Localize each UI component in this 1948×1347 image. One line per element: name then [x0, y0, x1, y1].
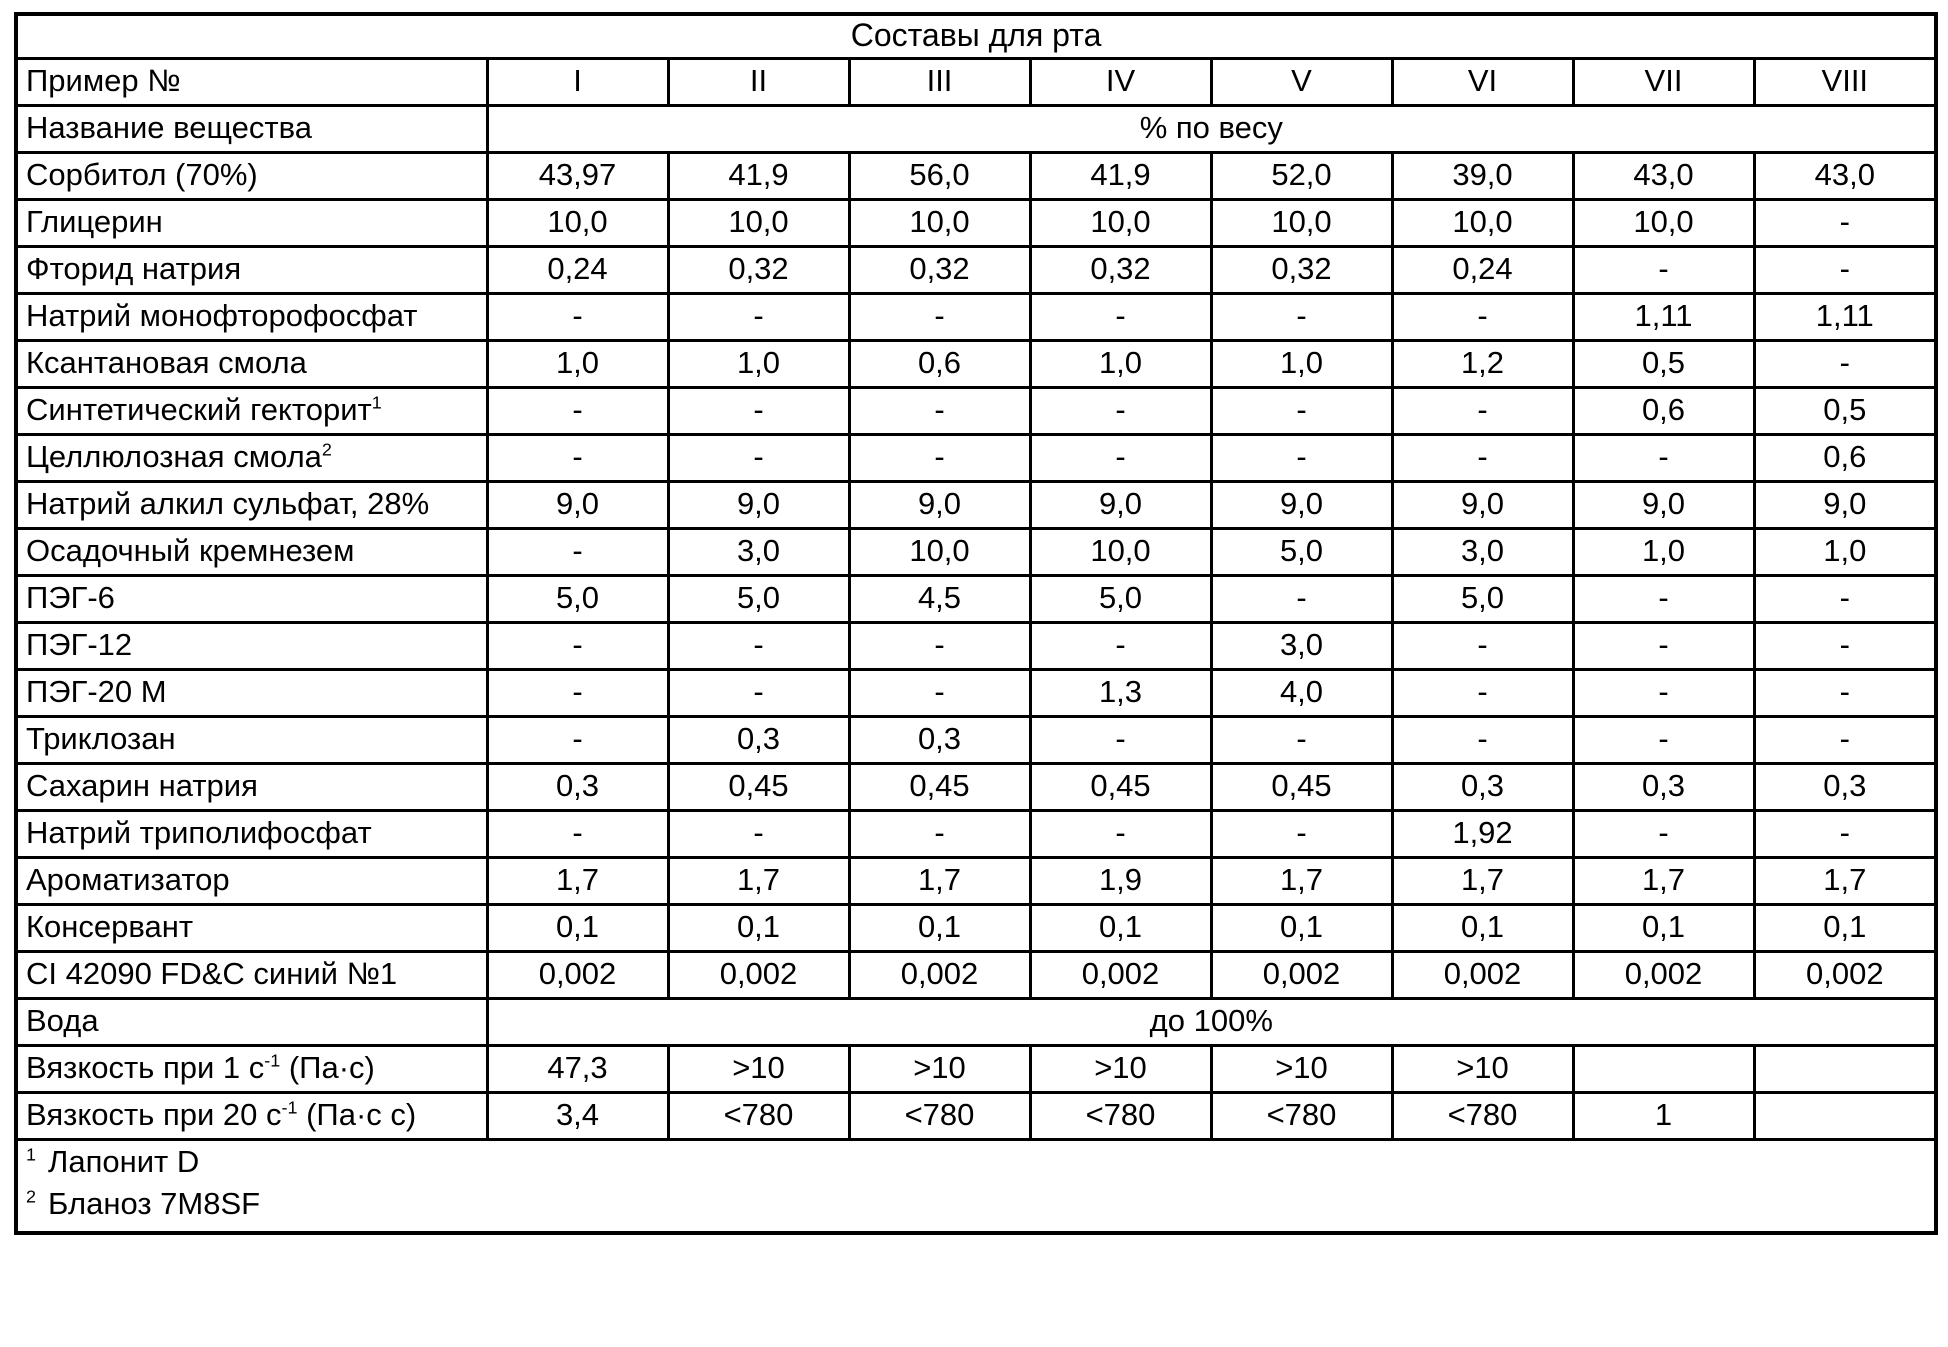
row-label: Фторид натрия — [16, 246, 487, 293]
table-row — [16, 387, 1936, 434]
cell-value — [1754, 1092, 1936, 1139]
cell-value: - — [1754, 622, 1936, 669]
cell-value: 1,7 — [487, 857, 668, 904]
footnote-reference: 2 — [321, 439, 332, 460]
cell-value: 5,0 — [1392, 575, 1573, 622]
ingredient-rows — [16, 152, 1936, 998]
cell-value: - — [668, 669, 849, 716]
cell-value: 9,0 — [668, 481, 849, 528]
cell-value: 9,0 — [487, 481, 668, 528]
cell-value: 10,0 — [849, 528, 1030, 575]
cell-value: 10,0 — [1573, 199, 1754, 246]
viscosity-rows — [16, 1045, 1936, 1139]
table-row — [16, 575, 1936, 622]
cell-value: 0,1 — [487, 904, 668, 951]
table-row — [16, 763, 1936, 810]
row-label: Консервант — [16, 904, 487, 951]
cell-value: - — [849, 810, 1030, 857]
cell-value: - — [1030, 434, 1211, 481]
cell-value: 0,1 — [668, 904, 849, 951]
cell-value: 5,0 — [1211, 528, 1392, 575]
table-title-row — [16, 14, 1936, 58]
footnote-row — [16, 1139, 1936, 1233]
footnote-1-marker: 1 — [26, 1144, 36, 1165]
cell-value: 47,3 — [487, 1045, 668, 1092]
footnote-2-text: Бланоз 7M8SF — [48, 1186, 261, 1222]
cell-value: - — [1754, 716, 1936, 763]
cell-value: 10,0 — [1211, 199, 1392, 246]
cell-value: - — [1754, 669, 1936, 716]
cell-value: 0,1 — [1754, 904, 1936, 951]
cell-value: - — [1211, 293, 1392, 340]
cell-value: - — [668, 387, 849, 434]
row-label: Ароматизатор — [16, 857, 487, 904]
cell-value: 1,7 — [1754, 857, 1936, 904]
cell-value: - — [668, 622, 849, 669]
cell-value: 0,3 — [1573, 763, 1754, 810]
cell-value: 0,002 — [849, 951, 1030, 998]
cell-value: - — [1211, 810, 1392, 857]
cell-value: 0,45 — [668, 763, 849, 810]
cell-value: - — [1211, 716, 1392, 763]
cell-value: 0,3 — [849, 716, 1030, 763]
table-row — [16, 857, 1936, 904]
row-label: Осадочный кремнезем — [16, 528, 487, 575]
table-row — [16, 810, 1936, 857]
table-row — [16, 669, 1936, 716]
cell-value: 0,45 — [1211, 763, 1392, 810]
substance-header-label: Название вещества — [16, 105, 487, 152]
row-label: Сахарин натрия — [16, 763, 487, 810]
row-label: Ксантановая смола — [16, 340, 487, 387]
example-column-header: V — [1211, 58, 1392, 105]
cell-value: - — [1573, 810, 1754, 857]
cell-value: 9,0 — [1573, 481, 1754, 528]
row-label: Натрий триполифосфат — [16, 810, 487, 857]
cell-value: 39,0 — [1392, 152, 1573, 199]
cell-value: - — [487, 387, 668, 434]
cell-value: >10 — [1392, 1045, 1573, 1092]
cell-value: >10 — [1211, 1045, 1392, 1092]
table-row — [16, 293, 1936, 340]
cell-value: 41,9 — [1030, 152, 1211, 199]
cell-value: 0,6 — [1754, 434, 1936, 481]
footnote-2 — [26, 1187, 1926, 1222]
cell-value: 56,0 — [849, 152, 1030, 199]
table-row — [16, 622, 1936, 669]
cell-value: 10,0 — [487, 199, 668, 246]
cell-value: >10 — [668, 1045, 849, 1092]
cell-value: 0,1 — [849, 904, 1030, 951]
cell-value: 1,9 — [1030, 857, 1211, 904]
cell-value: 0,002 — [1211, 951, 1392, 998]
table-row — [16, 481, 1936, 528]
cell-value: - — [849, 622, 1030, 669]
cell-value: 0,002 — [1573, 951, 1754, 998]
cell-value: 1,0 — [1573, 528, 1754, 575]
cell-value: - — [849, 387, 1030, 434]
cell-value: 0,45 — [849, 763, 1030, 810]
row-label: ПЭГ-20 М — [16, 669, 487, 716]
table-row — [16, 246, 1936, 293]
cell-value: 1,7 — [1211, 857, 1392, 904]
cell-value — [1754, 1045, 1936, 1092]
cell-value: 0,1 — [1211, 904, 1392, 951]
cell-value: 3,0 — [1211, 622, 1392, 669]
table-title: Составы для рта — [16, 14, 1936, 58]
cell-value: - — [1754, 199, 1936, 246]
cell-value: 1,2 — [1392, 340, 1573, 387]
cell-value: - — [849, 293, 1030, 340]
cell-value: 0,32 — [668, 246, 849, 293]
cell-value: - — [1392, 716, 1573, 763]
cell-value: - — [1754, 810, 1936, 857]
cell-value: 0,002 — [1030, 951, 1211, 998]
cell-value: 1,7 — [668, 857, 849, 904]
cell-value: 52,0 — [1211, 152, 1392, 199]
cell-value: - — [1392, 387, 1573, 434]
water-row — [16, 998, 1936, 1045]
cell-value: 9,0 — [1030, 481, 1211, 528]
example-column-header: II — [668, 58, 849, 105]
cell-value: 0,3 — [487, 763, 668, 810]
cell-value: 10,0 — [1030, 199, 1211, 246]
cell-value: - — [1573, 716, 1754, 763]
cell-value: 0,32 — [1030, 246, 1211, 293]
cell-value: 0,32 — [849, 246, 1030, 293]
cell-value: 0,1 — [1573, 904, 1754, 951]
table-head-section — [16, 14, 1936, 152]
cell-value: <780 — [1211, 1092, 1392, 1139]
cell-value: 1,0 — [1754, 528, 1936, 575]
table-row — [16, 951, 1936, 998]
cell-value: 0,002 — [668, 951, 849, 998]
cell-value: 5,0 — [487, 575, 668, 622]
cell-value: - — [1392, 293, 1573, 340]
cell-value: 9,0 — [1754, 481, 1936, 528]
cell-value: 0,5 — [1754, 387, 1936, 434]
cell-value: 9,0 — [1392, 481, 1573, 528]
table-row — [16, 152, 1936, 199]
cell-value: 43,0 — [1573, 152, 1754, 199]
row-label: Сорбитол (70%) — [16, 152, 487, 199]
cell-value: <780 — [849, 1092, 1030, 1139]
row-label: Натрий алкил сульфат, 28% — [16, 481, 487, 528]
viscosity-row — [16, 1045, 1936, 1092]
cell-value: - — [668, 293, 849, 340]
table-row — [16, 340, 1936, 387]
cell-value: 10,0 — [1392, 199, 1573, 246]
cell-value: - — [668, 434, 849, 481]
cell-value: 3,0 — [668, 528, 849, 575]
cell-value: 3,0 — [1392, 528, 1573, 575]
cell-value: - — [1030, 810, 1211, 857]
cell-value: 0,3 — [1754, 763, 1936, 810]
cell-value: - — [1573, 669, 1754, 716]
footnote-1 — [26, 1145, 1926, 1180]
footnote-2-marker: 2 — [26, 1186, 36, 1207]
cell-value: 0,24 — [1392, 246, 1573, 293]
cell-value: 1,11 — [1573, 293, 1754, 340]
cell-value: - — [487, 716, 668, 763]
row-label: Натрий монофторофосфат — [16, 293, 487, 340]
cell-value: - — [487, 669, 668, 716]
row-label: ПЭГ-6 — [16, 575, 487, 622]
cell-value: 1 — [1573, 1092, 1754, 1139]
cell-value: - — [1211, 575, 1392, 622]
table-row — [16, 528, 1936, 575]
cell-value: - — [1211, 387, 1392, 434]
cell-value: - — [668, 810, 849, 857]
cell-value: 0,24 — [487, 246, 668, 293]
cell-value: 1,7 — [1392, 857, 1573, 904]
example-header-row — [16, 58, 1936, 105]
cell-value: 0,002 — [1754, 951, 1936, 998]
cell-value: - — [1754, 575, 1936, 622]
table-row — [16, 904, 1936, 951]
cell-value: - — [849, 434, 1030, 481]
footnote-1-text: Лапонит D — [48, 1143, 200, 1179]
cell-value: 1,0 — [668, 340, 849, 387]
viscosity-row — [16, 1092, 1936, 1139]
cell-value: - — [1573, 622, 1754, 669]
cell-value: 10,0 — [1030, 528, 1211, 575]
cell-value: 0,3 — [1392, 763, 1573, 810]
cell-value: <780 — [668, 1092, 849, 1139]
row-label: Синтетический гекторит$^1$ — [16, 387, 487, 434]
cell-value: 0,002 — [487, 951, 668, 998]
table-row — [16, 716, 1936, 763]
cell-value: 1,7 — [1573, 857, 1754, 904]
table-row — [16, 434, 1936, 481]
row-label: CI 42090 FD&C синий №1 — [16, 951, 487, 998]
cell-value: - — [487, 810, 668, 857]
cell-value: 0,45 — [1030, 763, 1211, 810]
cell-value: - — [1754, 340, 1936, 387]
cell-value: - — [1392, 622, 1573, 669]
exponent: -1 — [264, 1050, 281, 1071]
cell-value: <780 — [1392, 1092, 1573, 1139]
composition-table — [14, 12, 1938, 1235]
cell-value: 0,5 — [1573, 340, 1754, 387]
cell-value: 10,0 — [668, 199, 849, 246]
cell-value: 1,7 — [849, 857, 1030, 904]
percent-by-weight-cell: % по весу — [487, 105, 1936, 152]
cell-value: 0,3 — [668, 716, 849, 763]
cell-value — [1573, 1045, 1754, 1092]
cell-value: - — [1754, 246, 1936, 293]
cell-value: - — [1392, 434, 1573, 481]
viscosity-label: Вязкость при 20 $с^{-1}$ (Па·с с) — [16, 1092, 487, 1139]
cell-value: - — [1573, 434, 1754, 481]
cell-value: 43,0 — [1754, 152, 1936, 199]
cell-value: >10 — [849, 1045, 1030, 1092]
exponent: -1 — [281, 1097, 298, 1118]
cell-value: - — [1030, 293, 1211, 340]
viscosity-label: Вязкость при 1 $с^{-1}$ (Па·с) — [16, 1045, 487, 1092]
cell-value: 0,1 — [1030, 904, 1211, 951]
cell-value: 0,1 — [1392, 904, 1573, 951]
cell-value: 0,002 — [1392, 951, 1573, 998]
example-column-header: VIII — [1754, 58, 1936, 105]
cell-value: <780 — [1030, 1092, 1211, 1139]
example-header-label: Пример № — [16, 58, 487, 105]
cell-value: - — [1573, 575, 1754, 622]
row-label: Глицерин — [16, 199, 487, 246]
cell-value: - — [487, 434, 668, 481]
example-column-header: IV — [1030, 58, 1211, 105]
water-section — [16, 998, 1936, 1045]
cell-value: 5,0 — [668, 575, 849, 622]
cell-value: 4,0 — [1211, 669, 1392, 716]
cell-value: 1,92 — [1392, 810, 1573, 857]
cell-value: - — [487, 622, 668, 669]
cell-value: 5,0 — [1030, 575, 1211, 622]
footnote-section — [16, 1139, 1936, 1233]
cell-value: - — [1392, 669, 1573, 716]
row-label: Целлюлозная смола$^2$ — [16, 434, 487, 481]
cell-value: 3,4 — [487, 1092, 668, 1139]
cell-value: 4,5 — [849, 575, 1030, 622]
substance-header-row — [16, 105, 1936, 152]
cell-value: 9,0 — [1211, 481, 1392, 528]
cell-value: 0,6 — [849, 340, 1030, 387]
cell-value: - — [487, 528, 668, 575]
cell-value: - — [1211, 434, 1392, 481]
cell-value: - — [1030, 387, 1211, 434]
cell-value: 41,9 — [668, 152, 849, 199]
example-column-header: I — [487, 58, 668, 105]
cell-value: 1,0 — [1030, 340, 1211, 387]
cell-value: - — [487, 293, 668, 340]
cell-value: 1,3 — [1030, 669, 1211, 716]
water-value-cell: до 100% — [487, 998, 1936, 1045]
example-column-header: VII — [1573, 58, 1754, 105]
example-column-header: VI — [1392, 58, 1573, 105]
cell-value: >10 — [1030, 1045, 1211, 1092]
cell-value: - — [1573, 246, 1754, 293]
cell-value: 1,0 — [1211, 340, 1392, 387]
footnote-reference: 1 — [371, 392, 382, 413]
footnote-cell — [16, 1139, 1936, 1233]
cell-value: - — [849, 669, 1030, 716]
cell-value: - — [1030, 622, 1211, 669]
row-label: ПЭГ-12 — [16, 622, 487, 669]
cell-value: 1,0 — [487, 340, 668, 387]
table-row — [16, 199, 1936, 246]
cell-value: 0,6 — [1573, 387, 1754, 434]
cell-value: 9,0 — [849, 481, 1030, 528]
cell-value: 0,32 — [1211, 246, 1392, 293]
cell-value: 10,0 — [849, 199, 1030, 246]
cell-value: 1,11 — [1754, 293, 1936, 340]
example-column-header: III — [849, 58, 1030, 105]
water-label: Вода — [16, 998, 487, 1045]
cell-value: - — [1030, 716, 1211, 763]
row-label: Триклозан — [16, 716, 487, 763]
cell-value: 43,97 — [487, 152, 668, 199]
